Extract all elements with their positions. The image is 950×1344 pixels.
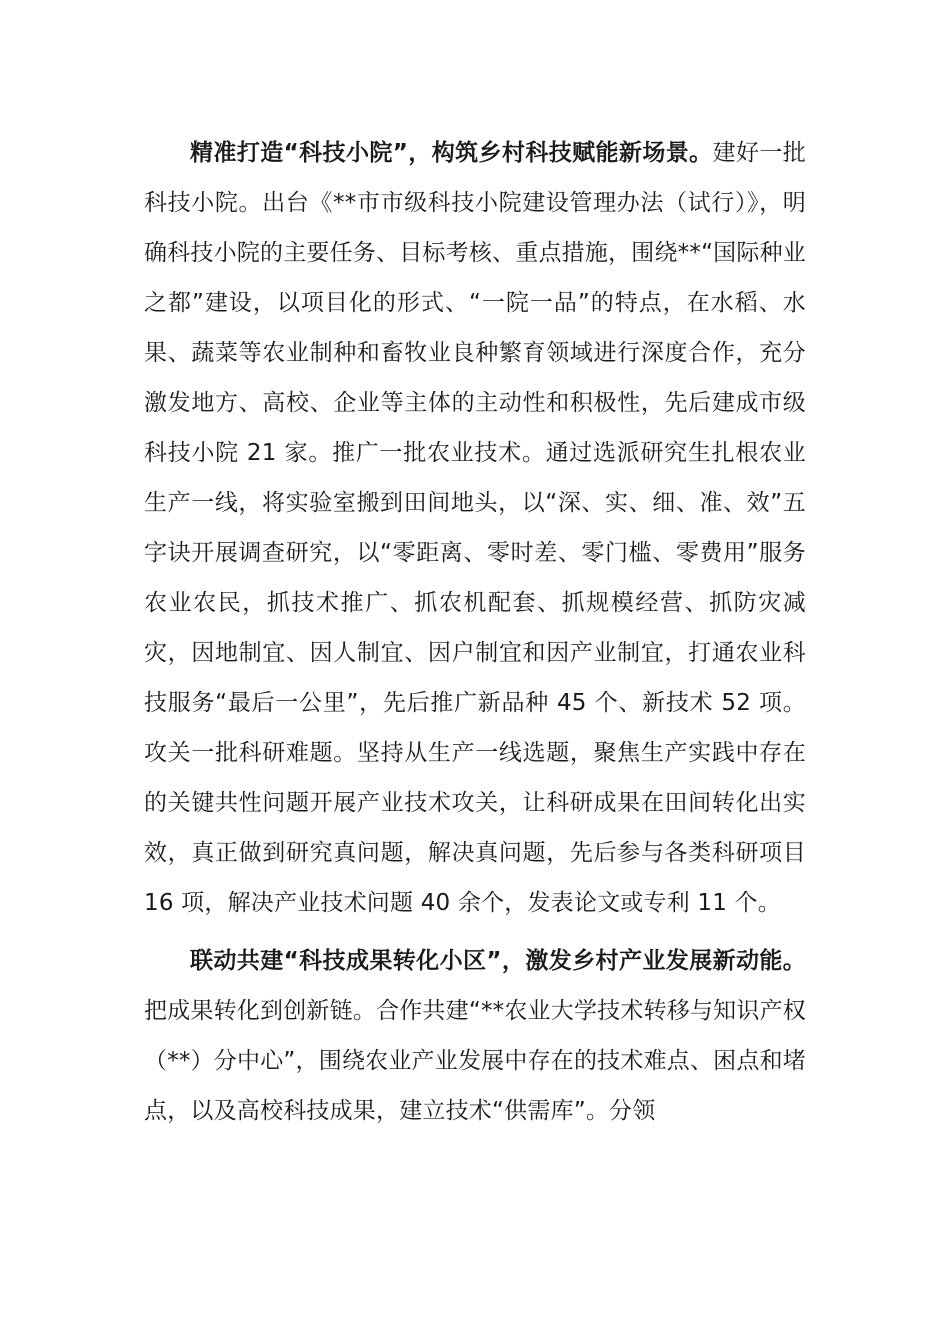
paragraph-achievement-transfer bbox=[144, 936, 806, 1136]
paragraph-science-courtyard bbox=[144, 128, 806, 928]
paragraph-body: 建好一批科技小院。出台《**市市级科技小院建设管理办法（试行）》，明确科技小院的主要任务、目标考核、重点措施，围绕**“国际种业之都”建设，以项目化的形式、“一院一品”的特点，在水稻、水果、蔬菜等农业制种和畜牧业良种繁育领域进行深度合作，充分激发地方、高校、企业等主体的主动性和积极性，先后建成市级科技小院 21 家。推广一批农业技术。通过选派研究生扎根农业生产一线，将实验室搬到田间地头，以“深、实、细、准、效”五字诀开展调查研究，以“零距离、零时差、零门槛、零费用”服务农业农民，抓技术推广、抓农机配套、抓规模经营、抓防灾减灾，因地制宜、因人制宜、因户制宜和因产业制宜，打通农业科技服务“最后一公里”，先后推广新品种 45 个、新技术 52 项。攻关一批科研难题。坚持从生产一线选题，聚焦生产实践中存在的关键共性问题开展产业技术攻关，让科研成果在田间转化出实效，真正做到研究真问题，解决真问题，先后参与各类科研项目 16 项，解决产业技术问题 40 余个，发表论文或专利 11 个。 bbox=[144, 140, 806, 916]
paragraph-body: 把成果转化到创新链。合作共建“**农业大学技术转移与知识产权（**）分中心”，围绕农业产业发展中存在的技术难点、困点和堵点，以及高校科技成果，建立技术“供需库”。分领 bbox=[144, 998, 806, 1124]
paragraph-heading: 联动共建“科技成果转化小区”，激发乡村产业发展新动能。 bbox=[190, 948, 806, 974]
paragraph-heading: 精准打造“科技小院”，构筑乡村科技赋能新场景。 bbox=[190, 140, 713, 166]
document-page bbox=[144, 128, 806, 1136]
